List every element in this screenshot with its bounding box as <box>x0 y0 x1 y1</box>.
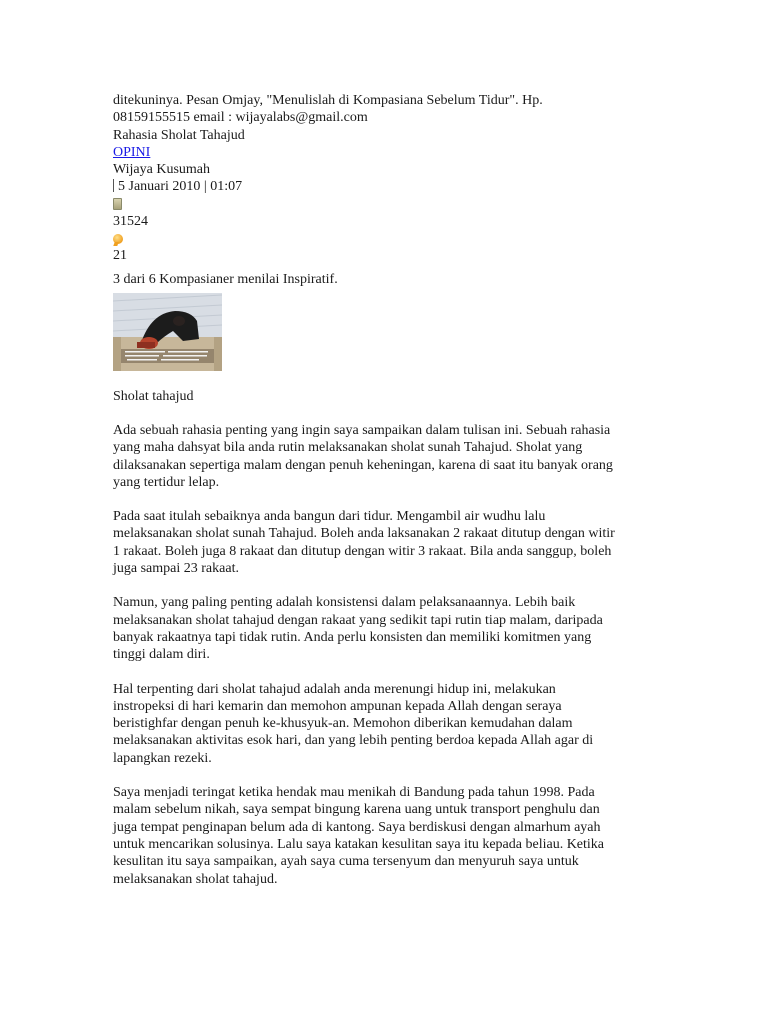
paragraph-line: yang maha dahsyat bila anda rutin melaksanakan sholat sunah Tahajud. Sholat yang <box>113 440 583 456</box>
paragraph-4 <box>113 681 658 767</box>
date-line <box>113 178 658 195</box>
category-link[interactable]: OPINI <box>113 144 151 160</box>
paragraph-line: kesulitan itu saya sampaikan, ayah saya cuma tersenyum dan menyuruh saya untuk <box>113 854 579 870</box>
paragraph-line: beristighfar dengan penuh ke-khusyuk-an. Memohon diberikan kemudahan dalam <box>113 716 573 732</box>
paragraph-1 <box>113 422 658 491</box>
comment-count[interactable]: 21 <box>113 248 127 264</box>
rating-text: 3 dari 6 Kompasianer menilai Inspiratif. <box>113 272 338 288</box>
paragraph-line: malam sebelum nikah, saya sempat bingung karena uang untuk transport penghulu dan <box>113 802 600 818</box>
paragraph-line: juga tempat penginapan belum ada di kantong. Saya berdiskusi dengan almarhum ayah <box>113 819 601 835</box>
paragraph-line: Ada sebuah rahasia penting yang ingin saya sampaikan dalam tulisan ini. Sebuah rahasia <box>113 422 611 438</box>
article-title[interactable]: Rahasia Sholat Tahajud <box>113 127 245 143</box>
paragraph-line: Hal terpenting dari sholat tahajud adalah anda merenungi hidup ini, melakukan <box>113 681 556 697</box>
document-page <box>113 92 658 888</box>
paragraph-line: 1 rakaat. Boleh juga 8 rakaat dan ditutup dengan witir 3 rakaat. Bila anda sanggup, boleh <box>113 543 612 559</box>
paragraph-line: instropeksi di hari kemarin dan memohon ampunan kepada Allah dengan seraya <box>113 698 562 714</box>
comment-icon <box>113 234 123 244</box>
paragraph-line: tinggi dalam diri. <box>113 647 210 663</box>
paragraph-line: Pada saat itulah sebaiknya anda bangun dari tidur. Mengambil air wudhu lalu <box>113 509 546 525</box>
paragraph-line: yang tertidur lelap. <box>113 474 220 490</box>
paragraph-line: melaksanakan sholat tahajud. <box>113 871 278 887</box>
comments-icon-row <box>113 230 658 247</box>
paragraph-line: Namun, yang paling penting adalah konsistensi dalam pelaksanaannya. Lebih baik <box>113 595 576 611</box>
view-count: 31524 <box>113 213 148 229</box>
article-image[interactable] <box>113 293 222 371</box>
paragraph-line: Saya menjadi teringat ketika hendak mau menikah di Bandung pada tahun 1998. Pada <box>113 785 595 801</box>
separator-bar <box>113 179 114 192</box>
paragraph-line: dilaksanakan sepertiga malam dengan penuh keheningan, karena di saat itu banyak orang <box>113 457 613 473</box>
paragraph-line: melaksanakan aktivitas esok hari, dan yang lebih penting berdoa kepada Allah agar di <box>113 733 594 749</box>
paragraph-2 <box>113 508 658 577</box>
prayer-photo-icon <box>113 293 222 371</box>
paragraph-3 <box>113 594 658 663</box>
section-subheading: Sholat tahajud <box>113 388 194 404</box>
author-name[interactable]: Wijaya Kusumah <box>113 162 211 178</box>
intro-line-1: ditekuninya. Pesan Omjay, "Menulislah di Kompasiana Sebelum Tidur". Hp. <box>113 93 543 108</box>
paragraph-5 <box>113 784 658 888</box>
paragraph-line: banyak rakaatnya tapi tidak rutin. Anda perlu konsisten dan memiliki komitmen yang <box>113 629 592 645</box>
paragraph-line: melaksanakan sholat sunah Tahajud. Boleh anda laksanakan 2 rakaat ditutup dengan witir <box>113 526 615 542</box>
paragraph-line: melaksanakan sholat tahajud dengan rakaat yang sedikit tapi rutin tiap malam, daripada <box>113 612 603 628</box>
paragraph-line: juga sampai 23 rakaat. <box>113 561 239 577</box>
intro-line-2: 08159155515 email : wijayalabs@gmail.com <box>113 110 368 126</box>
views-icon-row <box>113 196 658 213</box>
views-icon <box>113 198 122 210</box>
paragraph-line: lapangkan rezeki. <box>113 750 212 766</box>
paragraph-line: untuk mencarikan solusinya. Lalu saya katakan kesulitan saya itu kepada beliau. Ketika <box>113 836 605 852</box>
post-date: 5 Januari 2010 | 01:07 <box>118 179 243 195</box>
